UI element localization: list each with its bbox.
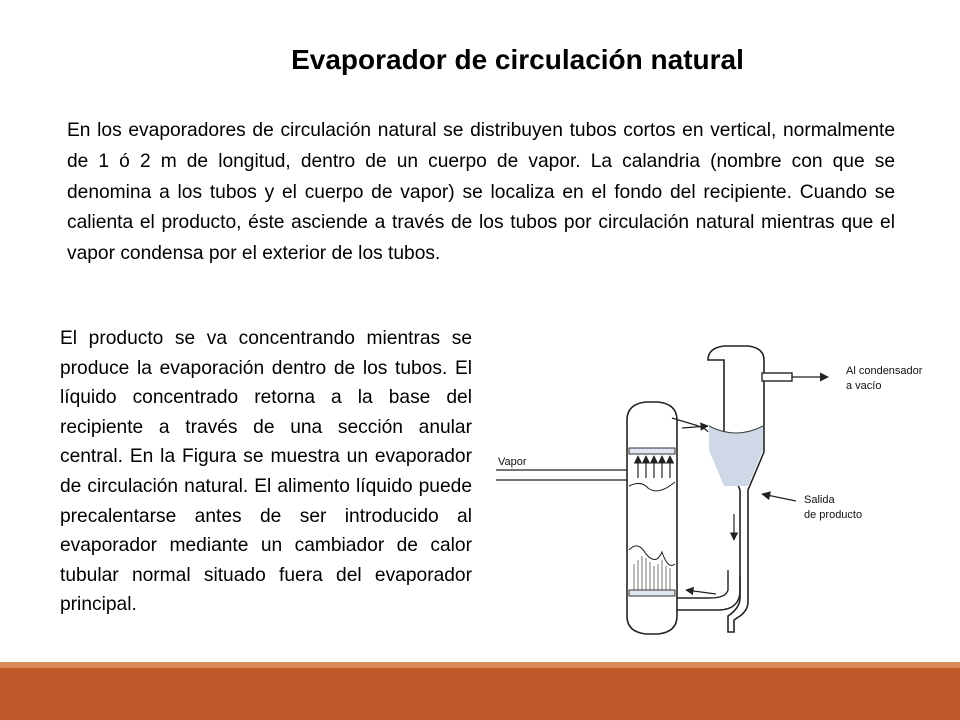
label-condenser-2: a vacío (846, 380, 882, 392)
slide-title: Evaporador de circulación natural (291, 44, 744, 75)
calandria-shell (627, 402, 677, 634)
label-condenser-1: Al condensador (846, 365, 923, 377)
recirculation-line (677, 570, 728, 598)
label-product-outlet-1: Salida (804, 494, 835, 506)
label-product-outlet-2: de producto (804, 509, 863, 521)
detail-paragraph: El producto se va concentrando mientras se produce la evaporación dentro de los tubos. El líquido concentrado retorna a la base del recipiente a través de una sección anular central. En la Figura se muestra un evaporador de circulación natural. El alimento líquido puede precalentarse antes de ser introducido al evaporador mediante un cambiador de calor tubular normal situado fuera del evaporador principal. (60, 328, 472, 616)
label-vapor: Vapor (498, 456, 527, 468)
evaporator-figure (486, 340, 932, 662)
separator-liquid (709, 426, 763, 486)
product-outlet-arrow (762, 494, 796, 501)
calandria (496, 402, 677, 634)
footer-accent-line (0, 662, 960, 668)
footer-bar (0, 662, 960, 720)
intro-paragraph: En los evaporadores de circulación natural se distribuyen tubos cortos en vertical, normalmente de 1 ó 2 m de longitud, dentro de un cuerpo de vapor. La calandria (nombre con que se denomina a los tubos y el cuerpo de vapor) se localiza en el fondo del recipiente. Cuando se calienta el producto, éste asciende a través de los tubos por circulación natural mientras que el vapor condensa por el exterior de los tubos. (67, 120, 895, 265)
separator-vessel (708, 346, 828, 632)
return-arrow (686, 590, 716, 594)
condenser-pipe (762, 373, 792, 381)
bottom-tubesheet (629, 590, 675, 596)
vapor-arrow (682, 426, 708, 428)
separator-outline (708, 346, 764, 632)
top-tubesheet (629, 448, 675, 454)
